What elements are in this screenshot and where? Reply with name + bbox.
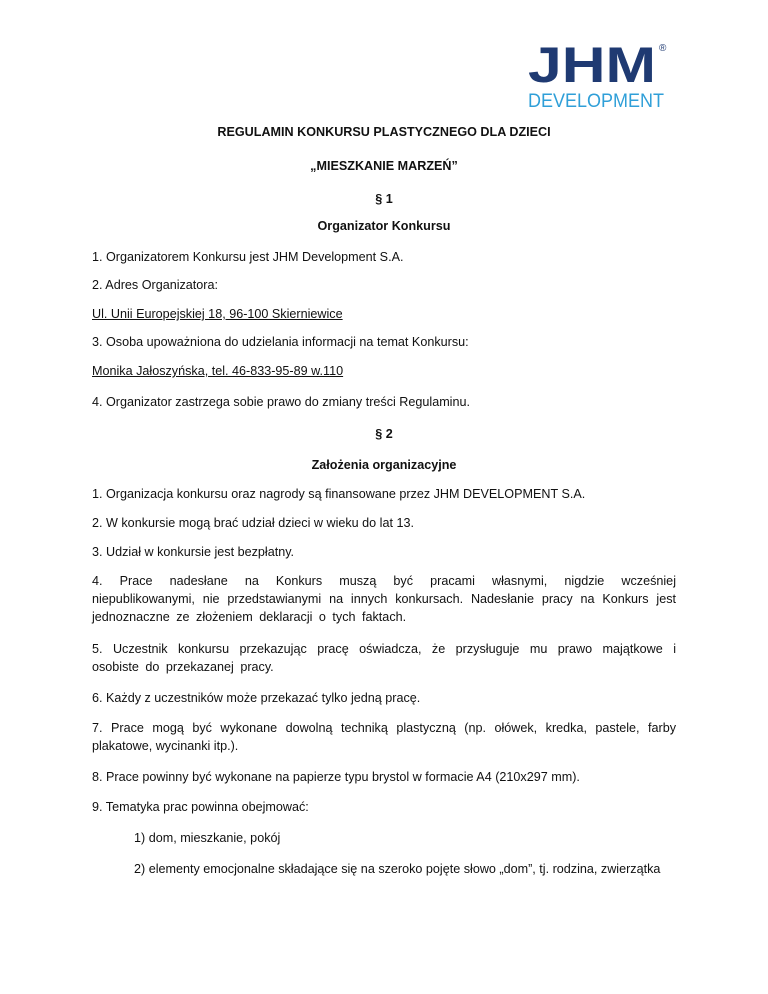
section-2-point-6: 6. Każdy z uczestników może przekazać tylko jedną pracę. (92, 691, 421, 705)
contact-person: Monika Jałoszyńska, tel. 46-833-95-89 w.110 (92, 364, 344, 378)
section-1-point-4: 4. Organizator zastrzega sobie prawo do zmiany treści Regulaminu. (92, 395, 470, 409)
organizer-address: Ul. Unii Europejskiej 18, 96-100 Skierniewice (92, 307, 343, 321)
document-title: REGULAMIN KONKURSU PLASTYCZNEGO DLA DZIECI (217, 125, 551, 139)
document-subtitle: „MIESZKANIE MARZEŃ” (310, 159, 458, 173)
section-2-point-3: 3. Udział w konkursie jest bezpłatny. (92, 545, 295, 559)
section-2-point-1: 1. Organizacja konkursu oraz nagrody są finansowane przez JHM DEVELOPMENT S.A. (92, 487, 586, 501)
logo-sub-text: DEVELOPMENT (528, 91, 665, 110)
logo-registered-mark: ® (659, 43, 667, 54)
section-2-number: § 2 (375, 427, 393, 441)
logo-main-text: JHM (528, 40, 656, 93)
section-1-number: § 1 (375, 192, 393, 206)
section-2-point-7: 7. Prace mogą być wykonane dowolną techniką plastyczną (np. ołówek, kredka, pastele, farby plakatowe, wycinanki itp.). (92, 721, 676, 753)
logo-graphic (528, 40, 670, 110)
section-1-point-3: 3. Osoba upoważniona do udzielania informacji na temat Konkursu: (92, 335, 469, 349)
section-2-point-8: 8. Prace powinny być wykonane na papierze typu brystol w formacie A4 (210x297 mm). (92, 770, 580, 784)
jhm-development-logo (528, 40, 670, 110)
topic-list-item-1: 1) dom, mieszkanie, pokój (134, 831, 281, 845)
section-1-point-1: 1. Organizatorem Konkursu jest JHM Development S.A. (92, 250, 404, 264)
section-1-point-2: 2. Adres Organizatora: (92, 278, 219, 292)
section-2-point-5: 5. Uczestnik konkursu przekazując pracę oświadcza, że przysługuje mu prawo majątkowe i osobiste do przekazanej pracy. (92, 642, 676, 674)
section-2-heading: Założenia organizacyjne (311, 458, 457, 472)
section-1-heading: Organizator Konkursu (317, 219, 451, 233)
section-2-point-4: 4. Prace nadesłane na Konkurs muszą być pracami własnymi, nigdzie wcześniej niepublikowanymi, nie przedstawianymi na innych konkursach. Nadesłanie pracy na Konkurs jest jednoznaczne ze złożeniem deklaracji o tych faktach. (92, 574, 676, 624)
section-2-point-9: 9. Tematyka prac powinna obejmować: (92, 800, 309, 814)
section-2-point-2: 2. W konkursie mogą brać udział dzieci w wieku do lat 13. (92, 516, 414, 530)
topic-list-item-2: 2) elementy emocjonalne składające się na szeroko pojęte słowo „dom”, tj. rodzina, zwierzątka (134, 862, 661, 876)
